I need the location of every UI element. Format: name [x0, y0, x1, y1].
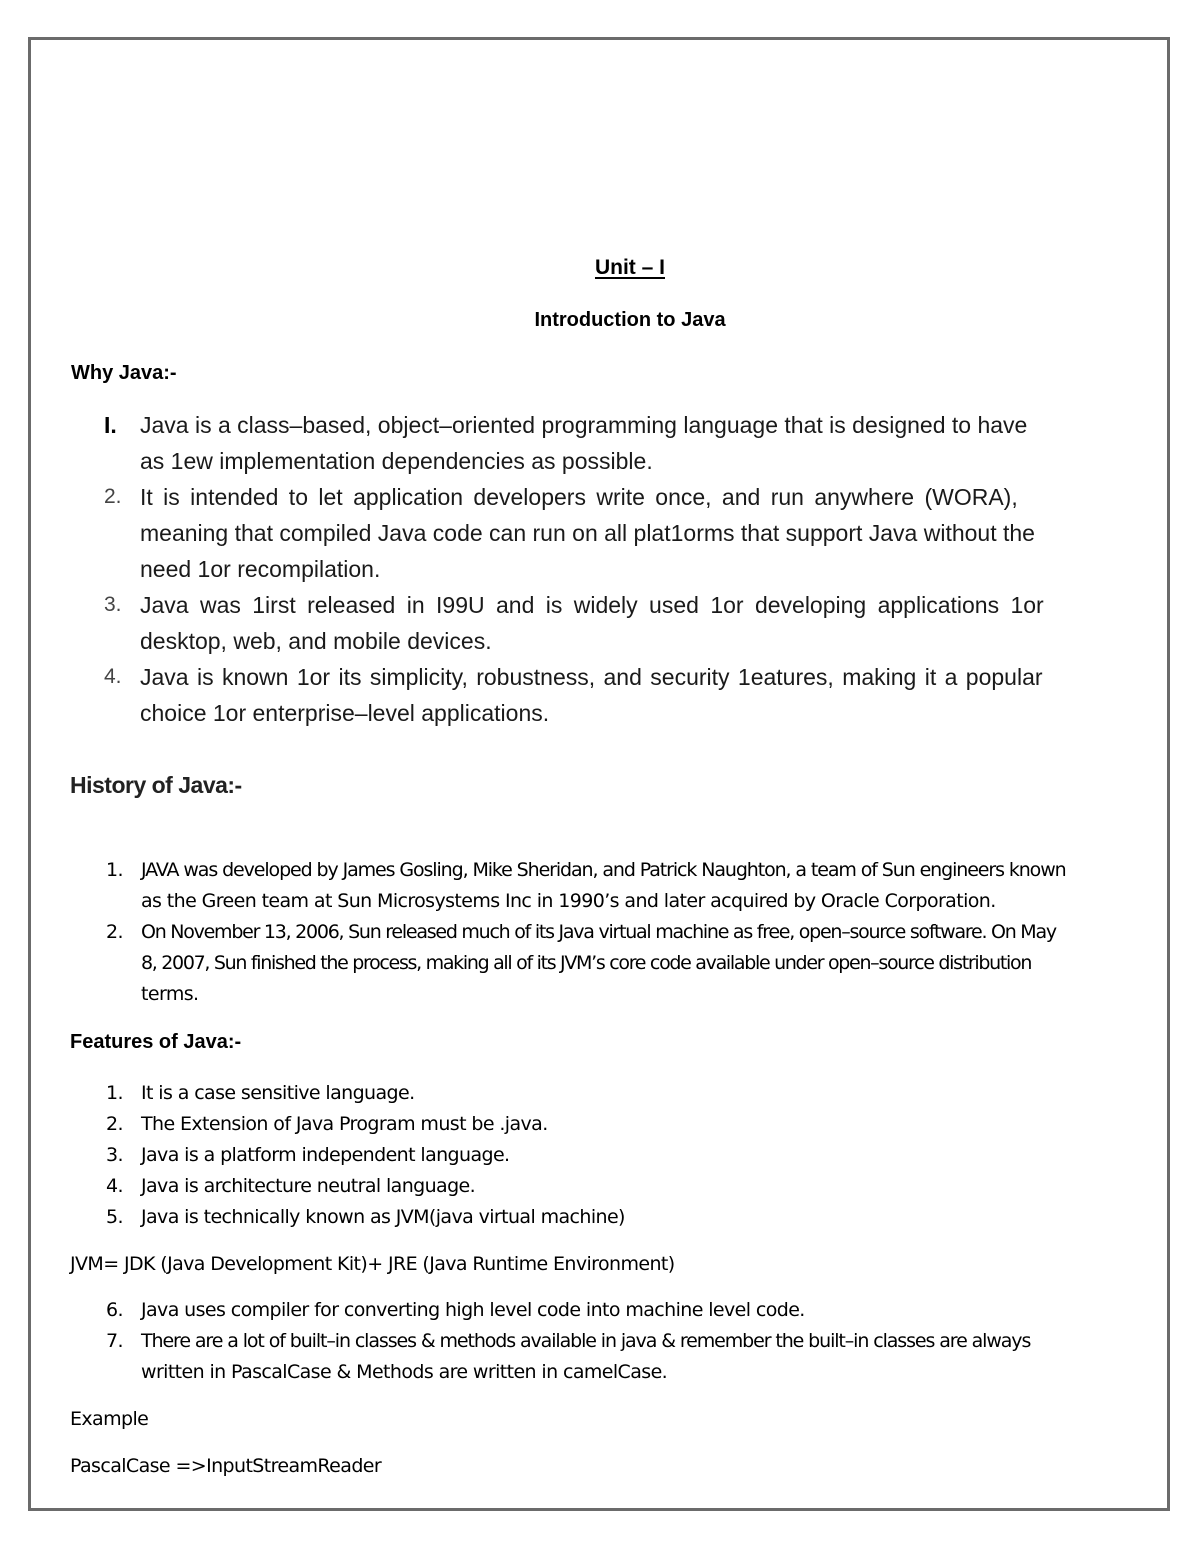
- list-text-line: meaning that compiled Java code can run on all plat1orms that support Java without the: [140, 520, 1035, 546]
- list-number: 5.: [106, 1206, 123, 1228]
- list-text: Java is a platform independent language.: [141, 1144, 510, 1166]
- list-number: 3.: [106, 1144, 123, 1166]
- list-text-line: as the Green team at Sun Microsystems Inc in 1990’s and later acquired by Oracle Corporation.: [141, 890, 996, 912]
- list-text-line: JAVA was developed by James Gosling, Mike Sheridan, and Patrick Naughton, a team of Sun engineers known: [141, 859, 1066, 881]
- list-number: I.: [104, 412, 117, 438]
- jvm-formula: JVM= JDK (Java Development Kit)+ JRE (Java Runtime Environment): [70, 1253, 675, 1275]
- list-text-line: desktop, web, and mobile devices.: [140, 628, 492, 654]
- pascal-case-example: PascalCase =>InputStreamReader: [70, 1455, 382, 1477]
- list-text-line: 8, 2007, Sun finished the process, making all of its JVM’s core code available under open–source distribution: [141, 952, 1032, 974]
- list-text: Java is architecture neutral language.: [141, 1175, 476, 1197]
- list-number: 3.: [104, 593, 122, 616]
- list-text-line: Java uses compiler for converting high level code into machine level code.: [141, 1299, 805, 1321]
- list-number: 6.: [106, 1299, 123, 1321]
- list-text-line: need 1or recompilation.: [140, 556, 381, 582]
- why-java-heading: Why Java:-: [71, 362, 177, 384]
- list-number: 1.: [106, 859, 123, 881]
- list-text: The Extension of Java Program must be .java.: [141, 1113, 548, 1135]
- list-number: 4.: [104, 665, 122, 688]
- list-text-line: written in PascalCase & Methods are written in camelCase.: [141, 1361, 668, 1383]
- list-number: 2.: [106, 921, 123, 943]
- list-text-line: Java is known 1or its simplicity, robustness, and security 1eatures, making it a popular: [140, 664, 1043, 690]
- history-heading: History of Java:-: [70, 772, 242, 798]
- list-text: It is a case sensitive language.: [141, 1082, 415, 1104]
- list-text-line: Java is a class–based, object–oriented programming language that is designed to have: [140, 412, 1028, 438]
- list-text-line: Java was 1irst released in I99U and is widely used 1or developing applications 1or: [140, 592, 1044, 618]
- features-heading: Features of Java:-: [70, 1031, 242, 1053]
- list-text-line: terms.: [141, 983, 199, 1005]
- example-label: Example: [70, 1408, 149, 1430]
- unit-title: Unit – I: [594, 256, 665, 279]
- list-text-line: as 1ew implementation dependencies as possible.: [140, 448, 653, 474]
- list-text: Java is technically known as JVM(java virtual machine): [141, 1206, 625, 1228]
- list-text-line: choice 1or enterprise–level applications.: [140, 700, 550, 726]
- list-text-line: On November 13, 2006, Sun released much of its Java virtual machine as free, open–source software. On May: [141, 921, 1056, 943]
- list-text-line: There are a lot of built–in classes & methods available in java & remember the built–in classes are always: [141, 1330, 1031, 1352]
- list-text-line: It is intended to let application developers write once, and run anywhere (WORA),: [140, 484, 1018, 510]
- list-number: 2.: [104, 485, 122, 508]
- list-number: 7.: [106, 1330, 123, 1352]
- list-number: 4.: [106, 1175, 123, 1197]
- list-number: 2.: [106, 1113, 123, 1135]
- list-number: 1.: [106, 1082, 123, 1104]
- page-subtitle: Introduction to Java: [534, 309, 726, 331]
